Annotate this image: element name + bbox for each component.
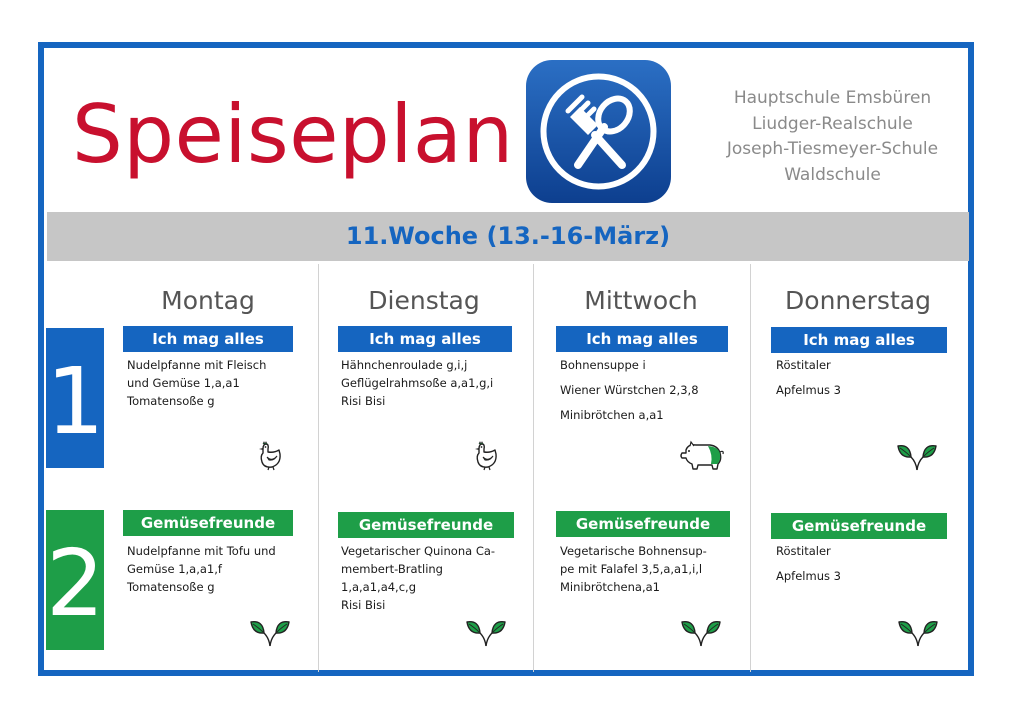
day-wednesday: Mittwoch xyxy=(584,286,698,315)
meal-line: Röstitaler xyxy=(776,544,831,558)
meal-line: 1,a,a1,a4,c,g xyxy=(341,580,416,594)
meal-line: Geflügelrahmsoße a,a1,g,i xyxy=(341,376,494,390)
meal-line: Risi Bisi xyxy=(341,598,386,612)
day-thursday: Donnerstag xyxy=(785,286,931,315)
menu2-text xyxy=(560,542,707,596)
leaves-icon xyxy=(896,440,938,476)
meal-line: pe mit Falafel 3,5,a,a1,i,l xyxy=(560,562,703,576)
meal-line: Risi Bisi xyxy=(341,394,386,408)
page-title: Speiseplan xyxy=(72,88,514,181)
menu1-text xyxy=(560,356,699,431)
meal-line: Tomatensoße g xyxy=(127,580,215,594)
menu1-badge: Ich mag alles xyxy=(556,326,728,352)
meal-line: Vegetarischer Quinona Ca- xyxy=(341,544,496,558)
meal-line: Minibrötchen a,a1 xyxy=(560,408,664,422)
pig-icon xyxy=(678,440,726,476)
menu1-text xyxy=(127,356,266,410)
menu2-badge: Gemüsefreunde xyxy=(556,511,730,537)
day-tuesday: Dienstag xyxy=(368,286,480,315)
week-bar xyxy=(47,212,969,261)
menu2-badge: Gemüsefreunde xyxy=(123,510,293,536)
menu2-badge: Gemüsefreunde xyxy=(338,512,514,538)
meal-line: Apfelmus 3 xyxy=(776,383,841,397)
leaves-icon xyxy=(897,616,939,652)
menu1-text xyxy=(341,356,493,410)
meal-line: Nudelpfanne mit Tofu und xyxy=(127,544,276,558)
leaves-icon xyxy=(680,616,722,652)
meal-line: membert-Bratling xyxy=(341,562,443,576)
chicken-icon xyxy=(254,440,286,476)
menu1-badge: Ich mag alles xyxy=(338,326,512,352)
leaves-icon xyxy=(249,616,291,652)
chicken-icon xyxy=(470,440,502,476)
meal-line: Röstitaler xyxy=(776,358,831,372)
fork-spoon-icon xyxy=(520,55,677,208)
meal-line: Gemüse 1,a,a1,f xyxy=(127,562,222,576)
column-divider xyxy=(533,264,534,672)
menu-number-1: 1 xyxy=(46,328,104,468)
menu1-text xyxy=(776,356,841,406)
leaves-icon xyxy=(465,616,507,652)
meal-line: Hähnchenroulade g,i,j xyxy=(341,358,468,372)
meal-line: Minibrötchena,a1 xyxy=(560,580,660,594)
meal-line: und Gemüse 1,a,a1 xyxy=(127,376,240,390)
meal-line: Vegetarische Bohnensup- xyxy=(560,544,707,558)
meal-line: Nudelpfanne mit Fleisch xyxy=(127,358,267,372)
column-divider xyxy=(750,264,751,672)
school-name: Liudger-Realschule xyxy=(752,113,913,134)
menu1-badge: Ich mag alles xyxy=(123,326,293,352)
column-divider xyxy=(318,264,319,672)
school-name: Hauptschule Emsbüren xyxy=(733,88,932,108)
menu2-badge: Gemüsefreunde xyxy=(771,513,947,539)
school-list xyxy=(690,86,975,188)
day-monday: Montag xyxy=(161,286,255,315)
menu-number-2: 2 xyxy=(46,510,104,650)
menu1-badge: Ich mag alles xyxy=(771,327,947,353)
meal-line: Apfelmus 3 xyxy=(776,569,841,583)
school-name: Waldschule xyxy=(784,164,881,185)
week-label: 11.Woche (13.-16-März) xyxy=(345,222,671,250)
school-name: Joseph-Tiesmeyer-Schule xyxy=(726,139,939,159)
meal-line: Wiener Würstchen 2,3,8 xyxy=(560,383,699,397)
menu2-text xyxy=(341,542,495,614)
menu2-text xyxy=(127,542,276,596)
menu2-text xyxy=(776,542,841,592)
meal-line: Bohnensuppe i xyxy=(560,358,646,372)
meal-line: Tomatensoße g xyxy=(127,394,215,408)
